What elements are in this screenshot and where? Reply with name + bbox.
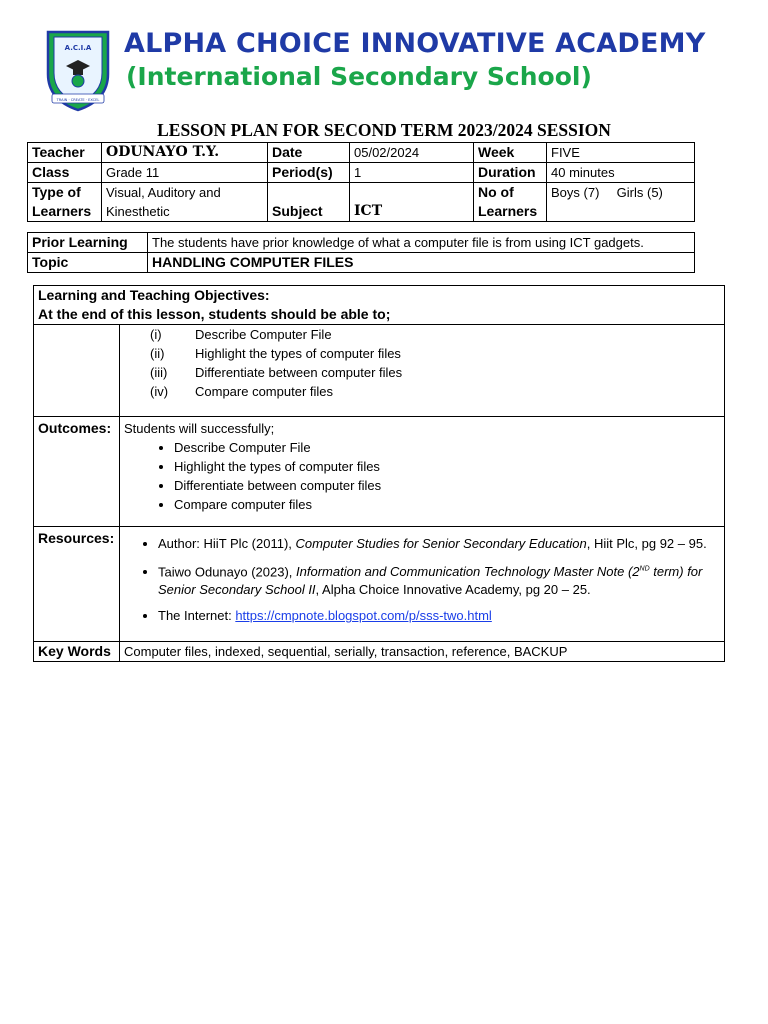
resource-item: • Taiwo Odunayo (2023), Information and Communication Technology Master Note (2ND term) for Senior Secondary School II, Alpha Choice Innovative Academy, pg 20 – 25. (158, 561, 720, 599)
teacher-label: Teacher (28, 143, 102, 163)
resource-item: • The Internet: https://cmpnote.blogspot.com/p/sss-two.html (158, 607, 720, 625)
school-name: ALPHA CHOICE INNOVATIVE ACADEMY (124, 28, 706, 59)
outcome-item: • Compare computer files (174, 495, 720, 514)
objective-item: (iii) Differentiate between computer files (150, 365, 403, 380)
duration-value: 40 minutes (547, 163, 695, 183)
logo-motto: TRAIN · CREATE · EXCEL (56, 98, 100, 102)
info-table (27, 142, 695, 222)
outcome-item: • Describe Computer File (174, 438, 720, 457)
outcomes-label: Outcomes: (34, 417, 120, 527)
objectives-list (124, 325, 720, 401)
outcomes-cell (120, 417, 725, 527)
lesson-details-table (33, 285, 725, 662)
keywords-value: Computer files, indexed, sequential, serially, transaction, reference, BACKUP (120, 642, 725, 662)
girls-count: Girls (5) (616, 185, 663, 200)
outcome-item: • Differentiate between computer files (174, 476, 720, 495)
outcomes-list (124, 438, 720, 514)
document-title: LESSON PLAN FOR SECOND TERM 2023/2024 SESSION (157, 120, 611, 140)
resource-link[interactable]: https://cmpnote.blogspot.com/p/sss-two.html (235, 608, 492, 624)
week-label: Week (474, 143, 547, 163)
no-learners-value (547, 183, 695, 222)
school-subtitle: (International Secondary School) (126, 62, 592, 91)
objectives-label-cell (34, 325, 120, 417)
objective-item: (iv) Compare computer files (150, 384, 333, 399)
school-logo (44, 28, 112, 112)
objective-item: (ii) Highlight the types of computer files (150, 346, 401, 361)
prior-learning-label: Prior Learning (28, 233, 148, 253)
logo-text: A.C.I.A (64, 44, 92, 52)
learner-type-label-line2: Learners (32, 203, 92, 219)
resources-cell (120, 527, 725, 642)
week-value: FIVE (547, 143, 695, 163)
learner-type-value-line2: Kinesthetic (106, 204, 170, 219)
learner-type-value-line1: Visual, Auditory and (106, 185, 221, 200)
resources-label: Resources: (34, 527, 120, 642)
topic-label: Topic (28, 253, 148, 273)
keywords-label: Key Words (34, 642, 120, 662)
subject-value: ICT (350, 183, 474, 222)
objective-item: (i) Describe Computer File (150, 327, 332, 342)
periods-label: Period(s) (268, 163, 350, 183)
learner-type-value (102, 183, 268, 222)
no-learners-label-line1: No of (478, 184, 514, 200)
topic-value: HANDLING COMPUTER FILES (148, 253, 695, 273)
resource-item: • Author: HiiT Plc (2011), Computer Studies for Senior Secondary Education, Hiit Plc, pg 92 – 95. (158, 535, 720, 553)
objectives-heading-line2: At the end of this lesson, students should be able to; (38, 306, 391, 322)
boys-count: Boys (7) (551, 185, 600, 200)
outcomes-intro: Students will successfully; (124, 421, 275, 436)
subject-label: Subject (268, 183, 350, 222)
class-label: Class (28, 163, 102, 183)
duration-label: Duration (474, 163, 547, 183)
objectives-cell (120, 325, 725, 417)
learner-type-label (28, 183, 102, 222)
prior-learning-value: The students have prior knowledge of what a computer file is from using ICT gadgets. (148, 233, 695, 253)
learner-type-label-line1: Type of (32, 184, 81, 200)
no-learners-label (474, 183, 547, 222)
periods-value: 1 (350, 163, 474, 183)
no-learners-label-line2: Learners (478, 203, 538, 219)
teacher-value: ODUNAYO T.Y. (102, 143, 268, 163)
resources-list (124, 535, 720, 625)
class-value: Grade 11 (102, 163, 268, 183)
outcome-item: • Highlight the types of computer files (174, 457, 720, 476)
objectives-heading (34, 286, 725, 325)
date-value: 05/02/2024 (350, 143, 474, 163)
date-label: Date (268, 143, 350, 163)
objectives-heading-line1: Learning and Teaching Objectives: (38, 287, 270, 303)
prior-learning-table (27, 232, 695, 273)
